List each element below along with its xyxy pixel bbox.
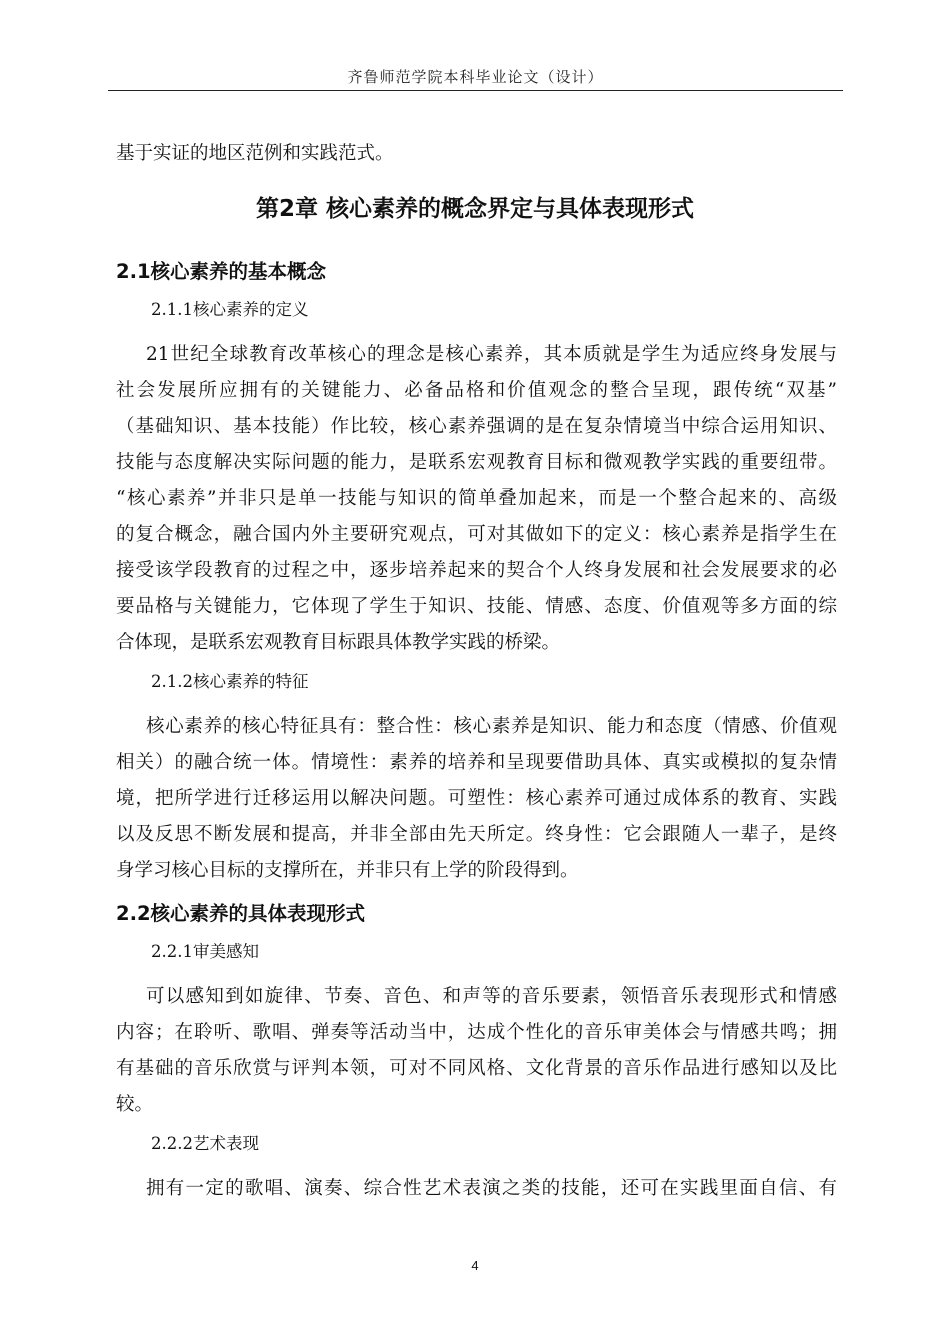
paragraph-line: “核心素养”并非只是单一技能与知识的简单叠加起来，而是一个整合起来的、高级: [116, 488, 837, 509]
paragraph-line: 核心素养的核心特征具有：整合性：核心素养是知识、能力和态度（情感、价值观: [146, 716, 837, 737]
paragraph-line: 内容；在聆听、歌唱、弹奏等活动当中，达成个性化的音乐审美体会与情感共鸣；拥: [116, 1022, 837, 1043]
subsection-heading-2-1-2: 2.1.2核心素养的特征: [151, 672, 309, 691]
paragraph-line: 身学习核心目标的支撑所在，并非只有上学的阶段得到。: [116, 860, 579, 881]
paragraph-line: 的复合概念，融合国内外主要研究观点，可对其做如下的定义：核心素养是指学生在: [116, 524, 837, 545]
paragraph-line: 可以感知到如旋律、节奏、音色、和声等的音乐要素，领悟音乐表现形式和情感: [146, 986, 837, 1007]
paragraph-line: 技能与态度解决实际问题的能力，是联系宏观教育目标和微观教学实践的重要纽带。: [116, 452, 837, 473]
paragraph-line: 社会发展所应拥有的关键能力、必备品格和价值观念的整合呈现，跟传统“双基”: [116, 380, 837, 401]
section-heading-2-2: 2.2核心素养的具体表现形式: [116, 902, 366, 925]
paragraph-line: 较。: [116, 1094, 154, 1115]
paragraph-line: （基础知识、基本技能）作比较，核心素养强调的是在复杂情境当中综合运用知识、: [116, 416, 837, 437]
paragraph-line: 要品格与关键能力，它体现了学生于知识、技能、情感、态度、价值观等多方面的综: [116, 596, 837, 617]
chapter-title: 第2章 核心素养的概念界定与具体表现形式: [255, 196, 694, 222]
section-heading-2-1: 2.1核心素养的基本概念: [116, 260, 327, 283]
subsection-heading-2-2-1: 2.2.1审美感知: [151, 942, 259, 961]
paragraph-line: 21世纪全球教育改革核心的理念是核心素养，其本质就是学生为适应终身发展与: [146, 344, 837, 365]
subsection-heading-2-1-1: 2.1.1核心素养的定义: [151, 300, 309, 319]
paragraph-line: 接受该学段教育的过程之中，逐步培养起来的契合个人终身发展和社会发展要求的必: [116, 560, 837, 581]
paragraph-line: 境，把所学进行迁移运用以解决问题。可塑性：核心素养可通过成体系的教育、实践: [116, 788, 837, 809]
paragraph-line: 以及反思不断发展和提高，并非全部由先天所定。终身性：它会跟随人一辈子，是终: [116, 824, 837, 845]
page-number: 4: [471, 1258, 479, 1273]
paragraph-line: 合体现，是联系宏观教育目标跟具体教学实践的桥梁。: [116, 632, 561, 653]
paragraph-line: 拥有一定的歌唱、演奏、综合性艺术表演之类的技能，还可在实践里面自信、有: [146, 1178, 837, 1199]
paragraph-line: 相关）的融合统一体。情境性：素养的培养和呈现要借助具体、真实或模拟的复杂情: [116, 752, 837, 773]
subsection-heading-2-2-2: 2.2.2艺术表现: [151, 1134, 259, 1153]
header-rule: [108, 90, 843, 91]
intro-line: 基于实证的地区范例和实践范式。: [116, 143, 394, 164]
running-header: 齐鲁师范学院本科毕业论文（设计）: [347, 68, 604, 86]
paragraph-line: 有基础的音乐欣赏与评判本领，可对不同风格、文化背景的音乐作品进行感知以及比: [116, 1058, 837, 1079]
